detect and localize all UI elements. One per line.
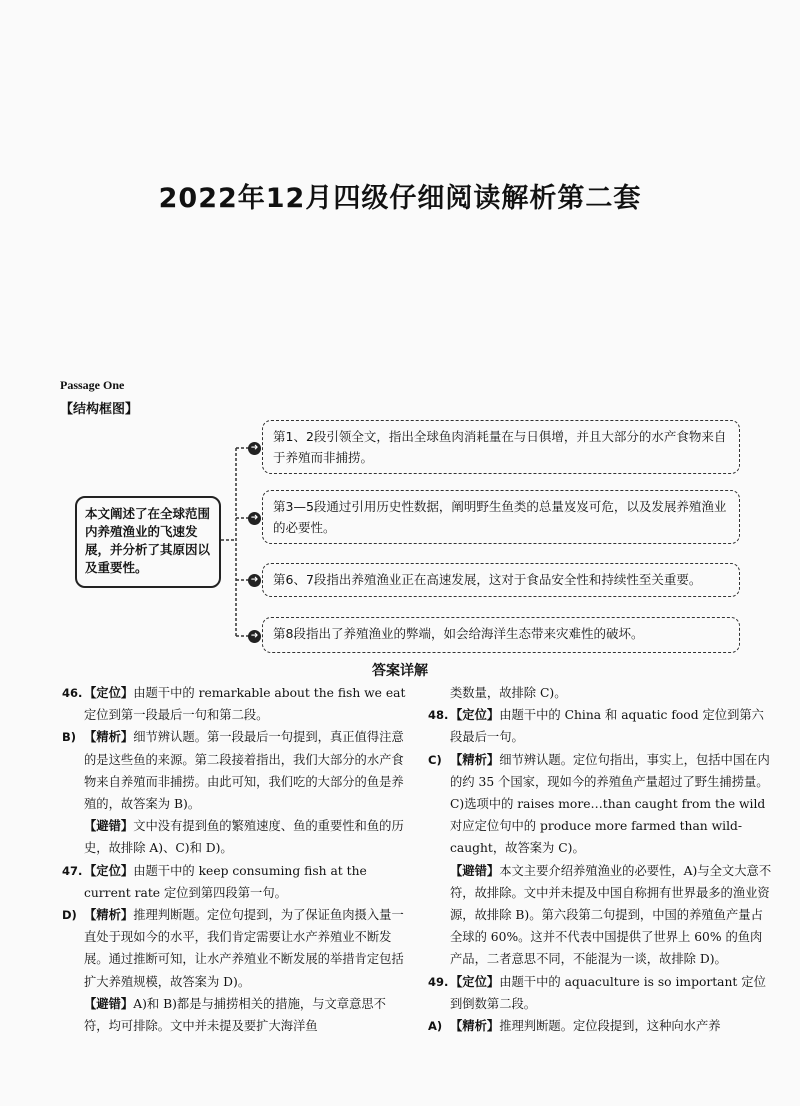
answer-paragraph: 【避错】A)和 B)都是与捕捞相关的措施，与文章意思不符，均可排除。文中并未提及要扩大海洋鱼 [84,996,386,1034]
answer-paragraph: C) 【精析】细节辨认题。定位句指出，事实上，包括中国在内的约 35 个国家，现如今的养殖鱼产量超过了野生捕捞量。C)选项中的 raises more…than caught from the wild 对应定位句中的 produce more farmed than wild-caught，故答案为 C)。 [428,752,770,856]
arrow-bullet-icon: ➜ [248,442,261,455]
answer-paragraph: 类数量，故排除 C)。 [450,686,567,700]
answer-paragraph: 49. 【定位】由题干中的 aquaculture is so important 定位到倒数第二段。 [428,974,766,1011]
branch-box-4: 第8段指出了养殖渔业的弊端，如会给海洋生态带来灾难性的破坏。 [262,617,740,653]
summary-box: 本文阐述了在全球范围内养殖渔业的飞速发展，并分析了其原因以及重要性。 [75,496,221,588]
answer-paragraph: 【避错】本文主要介绍养殖渔业的必要性，A)与全文大意不符，故排除。文中并未提及中国自称拥有世界最多的渔业资源，故排除 B)。第六段第二句提到，中国的养殖鱼产量占全球的 60%。这并不代表中国提供了世界上 60% 的鱼肉产品，二者意思不同，不能混为一谈，故排除 D)。 [450,863,772,967]
arrow-bullet-icon: ➜ [248,574,261,587]
answers-right-column [428,682,772,1037]
answer-paragraph: A) 【精析】推理判断题。定位段提到，这种向水产养 [428,1019,721,1034]
arrow-bullet-icon: ➜ [248,512,261,525]
answer-paragraph: 【避错】文中没有提到鱼的繁殖速度、鱼的重要性和鱼的历史，故排除 A)、C)和 D)。 [84,819,404,856]
structure-label: 【结构框图】 [60,402,139,417]
passage-label: Passage One [60,378,125,392]
branch-box-1: 第1、2段引领全文，指出全球鱼肉消耗量在与日俱增，并且大部分的水产食物来自于养殖而非捕捞。 [262,420,740,474]
answer-paragraph: D) 【精析】推理判断题。定位句提到，为了保证鱼肉摄入量一直处于现如今的水平，我们肯定需要让水产养殖业不断发展。通过推断可知，让水产养殖业不断发展的举措肯定包括扩大养殖规模，故答案为 D)。 [62,908,404,989]
branch-box-2: 第3—5段通过引用历史性数据，阐明野生鱼类的总量岌岌可危，以及发展养殖渔业的必要性。 [262,490,740,544]
arrow-bullet-icon: ➜ [248,630,261,643]
answer-paragraph: 47. 【定位】由题干中的 keep consuming fish at the current rate 定位到第四段第一句。 [62,863,367,900]
branch-box-3: 第6、7段指出养殖渔业正在高速发展，这对于食品安全性和持续性至关重要。 [262,563,740,597]
answer-paragraph: 46. 【定位】由题干中的 remarkable about the fish we eat 定位到第一段最后一句和第二段。 [62,686,406,723]
answers-heading: 答案详解 [372,663,428,679]
answers-left-column [62,682,406,1037]
answer-paragraph: 48. 【定位】由题干中的 China 和 aquatic food 定位到第六段最后一句。 [428,708,764,745]
page-title: 2022年12月四级仔细阅读解析第二套 [158,183,642,214]
answer-paragraph: B) 【精析】细节辨认题。第一段最后一句提到，真正值得注意的是这些鱼的来源。第二段接着指出，我们大部分的水产食物来自养殖而非捕捞。由此可知，我们吃的大部分的鱼是养殖的，故答案为 B)。 [62,730,404,812]
